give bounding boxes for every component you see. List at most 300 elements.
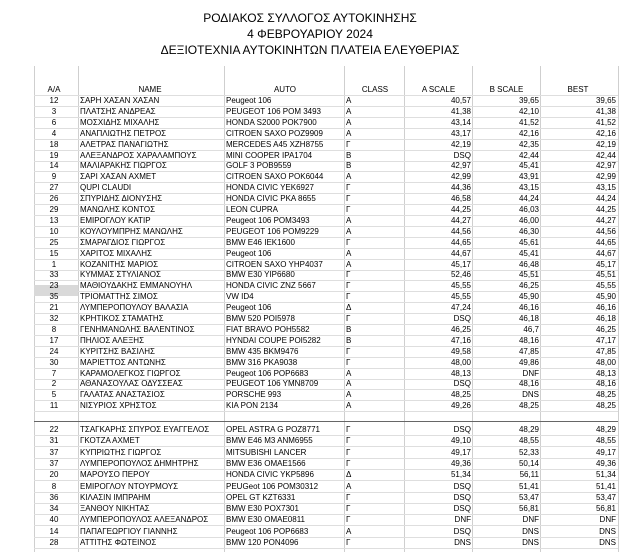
cell-name[interactable]: ΜΑΝΩΛΗΣ ΚΟΝΤΟΣ <box>80 205 156 214</box>
cell-name[interactable]: ΚΥΜΜΑΣ ΣΤΥΛΙΑΝΟΣ <box>80 270 161 280</box>
cell-best[interactable]: 43,15 <box>595 183 616 193</box>
cell-best[interactable]: 51,34 <box>595 470 616 480</box>
cell-name[interactable]: ΚΥΡΙΤΣΗΣ ΒΑΣΙΛΗΣ <box>80 346 155 356</box>
cell-class[interactable]: Α <box>346 117 352 127</box>
cell-class[interactable]: Α <box>346 106 352 116</box>
cell-name[interactable]: ΚΙΛΑΣΙΝ ΙΜΠΡΑΗΜ <box>80 492 151 502</box>
cell-best[interactable]: 46,16 <box>595 303 616 313</box>
cell-auto[interactable]: BMW 316 PKA9038 <box>226 357 298 367</box>
cell-b-scale[interactable]: DNF <box>522 368 539 378</box>
cell-auto[interactable]: PEUGEOT 106 YMN8709 <box>226 379 319 389</box>
cell-b-scale[interactable]: 48,25 <box>518 401 539 411</box>
cell-b-scale[interactable]: 51,41 <box>518 481 539 491</box>
cell-best[interactable]: 44,65 <box>595 237 616 247</box>
cell-aa[interactable]: 35 <box>49 292 59 302</box>
cell-a-scale[interactable]: DSQ <box>453 425 471 434</box>
cell-b-scale[interactable]: 46,03 <box>518 205 539 214</box>
cell-aa[interactable]: 4 <box>51 128 57 138</box>
cell-best[interactable]: DNS <box>599 526 616 536</box>
cell-best[interactable]: 39,65 <box>595 96 616 105</box>
cell-auto[interactable]: BMW E46 IEK1600 <box>226 237 295 247</box>
cell-auto[interactable]: BMW 520 POI5978 <box>226 314 295 323</box>
cell-a-scale[interactable]: 43,17 <box>450 128 471 138</box>
cell-aa[interactable]: 12 <box>49 96 59 105</box>
cell-auto[interactable]: HONDA CIVIC PKA 8655 <box>226 194 316 204</box>
cell-best[interactable]: 45,55 <box>595 281 616 291</box>
cell-b-scale[interactable]: DNS <box>522 538 539 547</box>
cell-class[interactable]: Α <box>346 226 352 236</box>
cell-class[interactable]: Α <box>346 259 352 269</box>
cell-auto[interactable]: Peugeot 106 <box>226 303 272 313</box>
cell-class[interactable]: Γ <box>346 346 351 356</box>
cell-class[interactable]: Γ <box>346 515 351 525</box>
cell-aa[interactable]: 32 <box>49 314 59 323</box>
cell-class[interactable]: Α <box>346 390 352 400</box>
cell-b-scale[interactable]: DNS <box>522 390 539 400</box>
cell-auto[interactable]: Peugeot 106 <box>226 248 272 258</box>
cell-class[interactable]: Γ <box>346 194 351 204</box>
cell-class[interactable]: Γ <box>346 425 351 434</box>
cell-a-scale[interactable]: 44,56 <box>450 226 471 236</box>
cell-best[interactable]: 48,25 <box>595 390 616 400</box>
cell-best[interactable]: 51,41 <box>595 481 616 491</box>
cell-aa[interactable]: 21 <box>49 303 59 313</box>
header-name[interactable]: NAME <box>138 85 162 94</box>
cell-class[interactable]: Γ <box>346 237 351 247</box>
cell-best[interactable]: 44,24 <box>595 194 616 204</box>
cell-class[interactable]: Γ <box>346 458 351 468</box>
cell-auto[interactable]: BMW E30 POX7301 <box>226 504 299 514</box>
cell-class[interactable]: Α <box>346 96 352 105</box>
cell-best[interactable]: 49,17 <box>595 447 616 457</box>
table-row <box>0 379 620 389</box>
cell-best[interactable]: 49,36 <box>595 458 616 468</box>
cell-a-scale[interactable]: 44,27 <box>450 215 471 225</box>
cell-b-scale[interactable]: 46,7 <box>523 324 539 334</box>
cell-name[interactable]: ΧΑΡΙΤΟΣ ΜΙΧΑΛΗΣ <box>80 248 152 258</box>
cell-a-scale[interactable]: 49,10 <box>450 436 471 446</box>
cell-name[interactable]: ΑΝΑΠΛΙΩΤΗΣ ΠΕΤΡΟΣ <box>80 128 167 138</box>
cell-class[interactable]: Γ <box>346 538 351 547</box>
cell-b-scale[interactable]: 42,44 <box>518 150 539 160</box>
cell-class[interactable]: Δ <box>346 470 352 480</box>
cell-auto[interactable]: VW ID4 <box>226 292 254 302</box>
cell-b-scale[interactable]: 41,52 <box>518 117 539 127</box>
cell-auto[interactable]: Peugeot 106 POP6683 <box>226 526 309 536</box>
table-row <box>0 436 620 446</box>
cell-name[interactable]: ΣΑΡΗ ΧΑΣΑΝ ΧΑΣΑΝ <box>80 96 160 105</box>
cell-a-scale[interactable]: DSQ <box>453 379 471 389</box>
cell-auto[interactable]: HONDA CIVIC YKP5896 <box>226 470 314 480</box>
cell-aa[interactable]: 13 <box>49 215 59 225</box>
cell-best[interactable]: 41,52 <box>595 117 616 127</box>
cell-b-scale[interactable]: 46,18 <box>518 314 539 323</box>
cell-a-scale[interactable]: 52,46 <box>450 270 471 280</box>
cell-aa[interactable]: 3 <box>51 106 57 116</box>
cell-a-scale[interactable]: 45,17 <box>450 259 471 269</box>
cell-name[interactable]: ΓΑΛΑΤΑΣ ΑΝΑΣΤΑΣΙΟΣ <box>80 390 165 400</box>
cell-auto[interactable]: KIA PON 2134 <box>226 401 279 411</box>
cell-class[interactable]: Γ <box>346 436 351 446</box>
header-aa[interactable]: Α/Α <box>47 85 61 94</box>
cell-aa[interactable]: 14 <box>49 161 59 171</box>
cell-aa[interactable]: 9 <box>51 172 57 182</box>
cell-b-scale[interactable]: 46,30 <box>518 226 539 236</box>
cell-class[interactable]: Γ <box>346 205 351 214</box>
cell-auto[interactable]: PORSCHE 993 <box>226 390 282 400</box>
cell-auto[interactable]: OPEL GT KZT6331 <box>226 492 296 502</box>
cell-a-scale[interactable]: 42,19 <box>450 139 471 149</box>
cell-auto[interactable]: HYNDAI COUPE POI5282 <box>226 335 321 345</box>
cell-aa[interactable]: 11 <box>49 401 59 411</box>
cell-name[interactable]: ΓΕΝΗΜΑΝΩΛΗΣ ΒΑΛΕΝΤΙΝΟΣ <box>80 324 195 334</box>
cell-best[interactable]: 48,55 <box>595 436 616 446</box>
cell-name[interactable]: ΜΟΣΧΙΔΗΣ ΜΙΧΑΛΗΣ <box>80 117 160 127</box>
cell-aa[interactable]: 18 <box>49 139 59 149</box>
cell-name[interactable]: ΚΟΖΑΝΙΤΗΣ ΜΑΡΙΟΣ <box>80 259 159 269</box>
cell-auto[interactable]: CITROEN SAXO POZ9909 <box>226 128 323 138</box>
cell-best[interactable]: 45,51 <box>595 270 616 280</box>
cell-a-scale[interactable]: 41,38 <box>450 106 471 116</box>
cell-best[interactable]: 47,17 <box>595 335 616 345</box>
cell-best[interactable]: 48,16 <box>595 379 616 389</box>
cell-b-scale[interactable]: 46,00 <box>518 215 539 225</box>
cell-class[interactable]: Β <box>346 324 352 334</box>
cell-auto[interactable]: Peugeot 106 <box>226 96 272 105</box>
cell-class[interactable]: Α <box>346 401 352 411</box>
cell-b-scale[interactable]: 47,85 <box>518 346 539 356</box>
cell-auto[interactable]: LEON CUPRA <box>226 205 279 214</box>
cell-a-scale[interactable]: DSQ <box>453 481 471 491</box>
cell-aa[interactable]: 26 <box>49 194 59 204</box>
cell-auto[interactable]: HONDA S2000 POK7900 <box>226 117 317 127</box>
cell-class[interactable]: Γ <box>346 281 351 291</box>
table-row <box>0 227 620 237</box>
cell-best[interactable]: 48,00 <box>595 357 616 367</box>
cell-class[interactable]: Α <box>346 526 352 536</box>
cell-best[interactable]: 41,38 <box>595 106 616 116</box>
cell-b-scale[interactable]: 53,47 <box>518 492 539 502</box>
cell-b-scale[interactable]: 45,90 <box>518 292 539 302</box>
cell-b-scale[interactable]: 48,55 <box>518 436 539 446</box>
cell-b-scale[interactable]: 50,14 <box>518 458 539 468</box>
cell-auto[interactable]: CITROEN SAXO YHP4037 <box>226 259 323 269</box>
cell-best[interactable]: DNF <box>599 515 616 525</box>
cell-best[interactable]: 42,19 <box>595 139 616 149</box>
cell-aa[interactable]: 17 <box>49 335 59 345</box>
cell-a-scale[interactable]: 45,55 <box>450 281 471 291</box>
cell-name[interactable]: ΛΥΜΠΕΡΟΠΟΥΛΟΣ ΔΗΜΗΤΡΗΣ <box>80 458 199 468</box>
cell-best[interactable]: 56,81 <box>595 504 616 514</box>
cell-a-scale[interactable]: 48,13 <box>450 368 471 378</box>
cell-auto[interactable]: MERCEDES A45 XZH8755 <box>226 139 324 149</box>
cell-class[interactable]: Β <box>346 150 352 160</box>
cell-aa[interactable]: 24 <box>49 346 59 356</box>
cell-aa[interactable]: 27 <box>49 183 59 193</box>
cell-aa[interactable]: 36 <box>49 492 59 502</box>
cell-b-scale[interactable]: 44,24 <box>518 194 539 204</box>
table-row <box>0 107 620 117</box>
cell-b-scale[interactable]: 45,61 <box>518 237 539 247</box>
cell-a-scale[interactable]: 43,14 <box>450 117 471 127</box>
cell-class[interactable]: Γ <box>346 183 351 193</box>
cell-name[interactable]: ΓΚΟΤΖΑ ΑΧΜΕΤ <box>80 436 140 446</box>
cell-class[interactable]: Α <box>346 379 352 389</box>
cell-name[interactable]: ΞΑΝΘΟΥ ΝΙΚΗΤΑΣ <box>80 504 150 514</box>
cell-aa[interactable]: 19 <box>49 150 59 160</box>
cell-a-scale[interactable]: 47,16 <box>450 335 471 345</box>
event-subtitle: ΔΕΞΙΟΤΕΧΝΙΑ ΑΥΤΟΚΙΝΗΤΩΝ ΠΛΑΤΕΙΑ ΕΛΕΥΘΕΡΙΑΣ <box>160 43 460 57</box>
cell-b-scale[interactable]: 42,16 <box>518 128 539 138</box>
cell-a-scale[interactable]: 40,57 <box>450 96 471 105</box>
cell-aa[interactable]: 10 <box>49 226 59 236</box>
cell-name[interactable]: ΕΜΙΡΟΓΛΟΥ ΝΤΟΥΡΜΟΥΣ <box>80 481 179 491</box>
cell-best[interactable]: 48,13 <box>595 368 616 378</box>
cell-aa[interactable]: 2 <box>51 379 57 389</box>
cell-name[interactable]: ΚΥΠΡΙΩΤΗΣ ΓΙΩΡΓΟΣ <box>80 447 162 457</box>
table-row <box>0 151 620 161</box>
cell-auto[interactable]: FIAT BRAVO POH5582 <box>226 324 310 334</box>
table-row <box>0 314 620 324</box>
cell-best[interactable]: DNS <box>599 538 616 547</box>
cell-name[interactable]: ΕΜΙΡΟΓΛΟΥ ΚΑΤΙΡ <box>80 215 151 225</box>
cell-aa[interactable]: 28 <box>49 538 59 547</box>
cell-aa[interactable]: 8 <box>51 481 57 491</box>
cell-best[interactable]: 44,25 <box>595 205 616 214</box>
cell-aa[interactable]: 15 <box>49 248 59 258</box>
cell-a-scale[interactable]: 49,26 <box>450 401 471 411</box>
cell-name[interactable]: ΚΟΥΛΟΥΜΠΡΗΣ ΜΑΝΩΛΗΣ <box>80 226 183 236</box>
header-b-scale[interactable]: B SCALE <box>489 85 524 94</box>
cell-best[interactable]: 48,29 <box>595 425 616 434</box>
cell-best[interactable]: 44,56 <box>595 226 616 236</box>
cell-best[interactable]: 45,17 <box>595 259 616 269</box>
cell-class[interactable]: Α <box>346 128 352 138</box>
cell-auto[interactable]: MINI COOPER IPA1704 <box>226 150 313 160</box>
cell-auto[interactable]: BMW E36 OMAE1566 <box>226 458 306 468</box>
cell-class[interactable]: Γ <box>346 447 351 457</box>
cell-class[interactable]: Γ <box>346 314 351 323</box>
cell-class[interactable]: Δ <box>346 303 352 313</box>
table-row <box>0 401 620 411</box>
cell-aa[interactable]: 23 <box>49 281 59 291</box>
cell-name[interactable]: ΣΠΥΡΙΔΗΣ ΔΙΟΝΥΣΗΣ <box>80 194 163 204</box>
cell-auto[interactable]: BMW E30 YIP6680 <box>226 270 295 280</box>
cell-name[interactable]: QUPI CLAUDI <box>80 183 132 193</box>
cell-a-scale[interactable]: 47,24 <box>450 303 471 313</box>
cell-name[interactable]: ΤΣΑΓΚΑΡΗΣ ΣΠΥΡΟΣ ΕΥΑΓΓΕΛΟΣ <box>80 425 210 434</box>
cell-auto[interactable]: PEUGeot 106 POM30312 <box>226 481 319 491</box>
cell-a-scale[interactable]: 49,58 <box>450 346 471 356</box>
cell-a-scale[interactable]: 42,99 <box>450 172 471 182</box>
cell-a-scale[interactable]: DSQ <box>453 150 471 160</box>
cell-a-scale[interactable]: 44,25 <box>450 205 471 214</box>
cell-b-scale[interactable]: DNS <box>522 526 539 536</box>
cell-aa[interactable]: 22 <box>49 425 59 434</box>
cell-best[interactable]: 53,47 <box>595 492 616 502</box>
cell-b-scale[interactable]: 39,65 <box>518 96 539 105</box>
cell-aa[interactable]: 40 <box>49 515 59 525</box>
cell-class[interactable]: Γ <box>346 270 351 280</box>
cell-b-scale[interactable]: 46,16 <box>518 303 539 313</box>
cell-b-scale[interactable]: 42,10 <box>518 106 539 116</box>
cell-aa[interactable]: 34 <box>49 504 59 514</box>
cell-a-scale[interactable]: 49,36 <box>450 458 471 468</box>
cell-name[interactable]: ΠΛΑΤΣΗΣ ΑΝΔΡΕΑΣ <box>80 106 156 116</box>
cell-class[interactable]: Γ <box>346 357 351 367</box>
cell-a-scale[interactable]: DSQ <box>453 492 471 502</box>
cell-aa[interactable]: 37 <box>49 458 59 468</box>
cell-class[interactable]: Β <box>346 335 352 345</box>
cell-name[interactable]: ΑΛΕΤΡΑΣ ΠΑΝΑΓΙΩΤΗΣ <box>80 139 169 149</box>
cell-auto[interactable]: BMW 120 PON4096 <box>226 538 299 547</box>
cell-b-scale[interactable]: 48,16 <box>518 379 539 389</box>
cell-auto[interactable]: CITROEN SAXO POK6044 <box>226 172 324 182</box>
cell-b-scale[interactable]: 48,16 <box>518 335 539 345</box>
cell-best[interactable]: 42,99 <box>595 172 616 182</box>
cell-b-scale[interactable]: 46,48 <box>518 259 539 269</box>
cell-name[interactable]: ΑΛΕΞΑΝΔΡΟΣ ΧΑΡΑΛΑΜΠΟΥΣ <box>80 150 197 160</box>
table-row <box>0 504 620 514</box>
cell-aa[interactable]: 6 <box>51 117 57 127</box>
cell-b-scale[interactable]: 49,86 <box>518 357 539 367</box>
cell-auto[interactable]: Peugeot 106 POM3493 <box>226 215 310 225</box>
cell-name[interactable]: ΣΜΑΡΑΓΔΙΟΣ ΓΙΩΡΓΟΣ <box>80 237 166 247</box>
cell-best[interactable]: 42,16 <box>595 128 616 138</box>
cell-best[interactable]: 47,85 <box>595 346 616 356</box>
cell-a-scale[interactable]: 51,34 <box>450 470 471 480</box>
cell-a-scale[interactable]: DNS <box>454 538 471 547</box>
header-auto[interactable]: AUTO <box>273 85 297 94</box>
cell-aa[interactable]: 20 <box>49 470 59 480</box>
cell-name[interactable]: ΑΤΤΙΤΗΣ ΦΩΤΕΙΝΟΣ <box>80 538 157 547</box>
header-a-scale[interactable]: A SCALE <box>421 85 456 94</box>
cell-name[interactable]: ΜΑΛΙΑΡΑΚΗΣ ΓΙΩΡΓΟΣ <box>80 161 167 171</box>
cell-aa[interactable]: 30 <box>49 357 59 367</box>
cell-a-scale[interactable]: DSQ <box>453 314 471 323</box>
cell-name[interactable]: ΚΑΡΑΜΟΛΕΓΚΟΣ ΓΙΩΡΓΟΣ <box>80 368 181 378</box>
cell-a-scale[interactable]: 44,36 <box>450 183 471 193</box>
cell-class[interactable]: Α <box>346 215 352 225</box>
table-row <box>0 216 620 226</box>
cell-class[interactable]: Β <box>346 161 352 171</box>
cell-b-scale[interactable]: 45,51 <box>518 270 539 280</box>
cell-name[interactable]: ΛΥΜΠΕΡΟΠΟΥΛΟΣ ΑΛΕΞΑΝΔΡΟΣ <box>80 515 209 525</box>
cell-b-scale[interactable]: 45,41 <box>518 248 539 258</box>
cell-auto[interactable]: MITSUBISHI LANCER <box>226 447 307 457</box>
cell-class[interactable]: Α <box>346 481 352 491</box>
cell-auto[interactable]: HONDA CIVIC ZNZ 5667 <box>226 281 316 291</box>
cell-name[interactable]: ΛΥΜΠΕΡΟΠΟΥΛΟΥ ΒΑΛΑΣΙΑ <box>80 303 189 313</box>
header-class[interactable]: CLASS <box>361 85 389 94</box>
cell-auto[interactable]: PEUGEOT 106 POM9229 <box>226 226 319 236</box>
cell-a-scale[interactable]: DSQ <box>453 526 471 536</box>
cell-class[interactable]: Γ <box>346 492 351 502</box>
cell-aa[interactable]: 7 <box>51 368 57 378</box>
cell-b-scale[interactable]: 43,91 <box>518 172 539 182</box>
cell-aa[interactable]: 14 <box>49 526 59 536</box>
cell-aa[interactable]: 33 <box>49 270 59 280</box>
cell-auto[interactable]: BMW E46 M3 ANM6955 <box>226 436 313 446</box>
cell-best[interactable]: 42,97 <box>595 161 616 171</box>
cell-a-scale[interactable]: 48,25 <box>450 390 471 400</box>
cell-class[interactable]: Γ <box>346 139 351 149</box>
cell-auto[interactable]: BMW E30 OMAE0811 <box>226 515 305 525</box>
cell-b-scale[interactable]: 43,15 <box>518 183 539 193</box>
table-row <box>0 96 620 106</box>
cell-auto[interactable]: BMW 435 BKM9476 <box>226 346 299 356</box>
cell-auto[interactable]: Peugeot 106 POP6683 <box>226 368 309 378</box>
cell-auto[interactable]: OPEL ASTRA G POZ8771 <box>226 425 320 434</box>
cell-b-scale[interactable]: DNF <box>522 515 539 525</box>
cell-name[interactable]: ΤΡΙΟΜΑΤΤΗΣ ΣΙΜΟΣ <box>80 292 158 302</box>
cell-name[interactable]: ΜΑΡΙΕΤΤΟΣ ΑΝΤΩΝΗΣ <box>80 357 166 367</box>
cell-name[interactable]: ΜΑΡΟΥΣΟ ΠΕΡΟΥ <box>80 470 150 480</box>
cell-b-scale[interactable]: 46,25 <box>518 281 539 291</box>
cell-class[interactable]: Γ <box>346 504 351 514</box>
cell-class[interactable]: Α <box>346 172 352 182</box>
cell-aa[interactable]: 5 <box>51 390 57 400</box>
header-best[interactable]: BEST <box>567 85 589 94</box>
table-row <box>0 493 620 503</box>
cell-name[interactable]: ΠΑΠΑΓΕΩΡΓΙΟΥ ΓΙΑΝΝΗΣ <box>80 526 178 536</box>
cell-a-scale[interactable]: DNF <box>454 515 471 525</box>
cell-b-scale[interactable]: 42,35 <box>518 139 539 149</box>
cell-a-scale[interactable]: 49,17 <box>450 447 471 457</box>
cell-auto[interactable]: HONDA CIVIC YEK6927 <box>226 183 314 193</box>
cell-name[interactable]: ΚΡΗΤΙΚΟΣ ΣΤΑΜΑΤΗΣ <box>80 314 164 323</box>
cell-aa[interactable]: 1 <box>51 259 57 269</box>
cell-b-scale[interactable]: 45,41 <box>518 161 539 171</box>
cell-best[interactable]: 42,44 <box>595 150 616 160</box>
cell-best[interactable]: 46,25 <box>595 324 616 334</box>
cell-aa[interactable]: 31 <box>49 436 59 446</box>
cell-aa[interactable]: 37 <box>49 447 59 457</box>
cell-best[interactable]: 44,27 <box>595 215 616 225</box>
cell-best[interactable]: 48,25 <box>595 401 616 411</box>
cell-a-scale[interactable]: 48,00 <box>450 357 471 367</box>
cell-name[interactable]: ΣΑΡΙ ΧΑΣΑΝ ΑΧΜΕΤ <box>80 172 157 182</box>
cell-a-scale[interactable]: 44,67 <box>450 248 471 258</box>
cell-a-scale[interactable]: 45,55 <box>450 292 471 302</box>
cell-aa[interactable]: 25 <box>49 237 59 247</box>
cell-name[interactable]: ΜΑΘΙΟΥΔΑΚΗΣ ΕΜΜΑΝΟΥΗΛ <box>80 281 193 291</box>
cell-b-scale[interactable]: 48,29 <box>518 425 539 434</box>
cell-a-scale[interactable]: 44,65 <box>450 237 471 247</box>
cell-best[interactable]: 44,67 <box>595 248 616 258</box>
table-row <box>0 470 620 480</box>
cell-b-scale[interactable]: 56,11 <box>519 470 539 480</box>
cell-auto[interactable]: PEUGEOT 106 POM 3493 <box>226 106 322 116</box>
cell-aa[interactable]: 29 <box>49 205 59 214</box>
cell-name[interactable]: ΠΗΛΙΟΣ ΑΛΕΞΗΣ <box>80 335 145 345</box>
cell-class[interactable]: Α <box>346 368 352 378</box>
cell-b-scale[interactable]: 52,33 <box>518 447 539 457</box>
cell-name[interactable]: ΝΙΣΥΡΙΟΣ ΧΡΗΣΤΟΣ <box>80 401 157 411</box>
cell-a-scale[interactable]: 42,97 <box>450 161 471 171</box>
cell-a-scale[interactable]: DSQ <box>453 504 471 514</box>
cell-class[interactable]: Γ <box>346 292 351 302</box>
cell-auto[interactable]: GOLF 3 POB9559 <box>226 161 292 171</box>
cell-name[interactable]: ΑΘΑΝΑΣΟΥΛΑΣ ΟΔΥΣΣΕΑΣ <box>80 379 183 389</box>
cell-best[interactable]: 46,18 <box>595 314 616 323</box>
cell-a-scale[interactable]: 46,25 <box>450 324 471 334</box>
cell-b-scale[interactable]: 56,81 <box>518 504 539 514</box>
cell-aa[interactable]: 8 <box>51 324 57 334</box>
cell-class[interactable]: Α <box>346 248 352 258</box>
cell-a-scale[interactable]: 46,58 <box>450 194 471 204</box>
cell-best[interactable]: 45,90 <box>595 292 616 302</box>
